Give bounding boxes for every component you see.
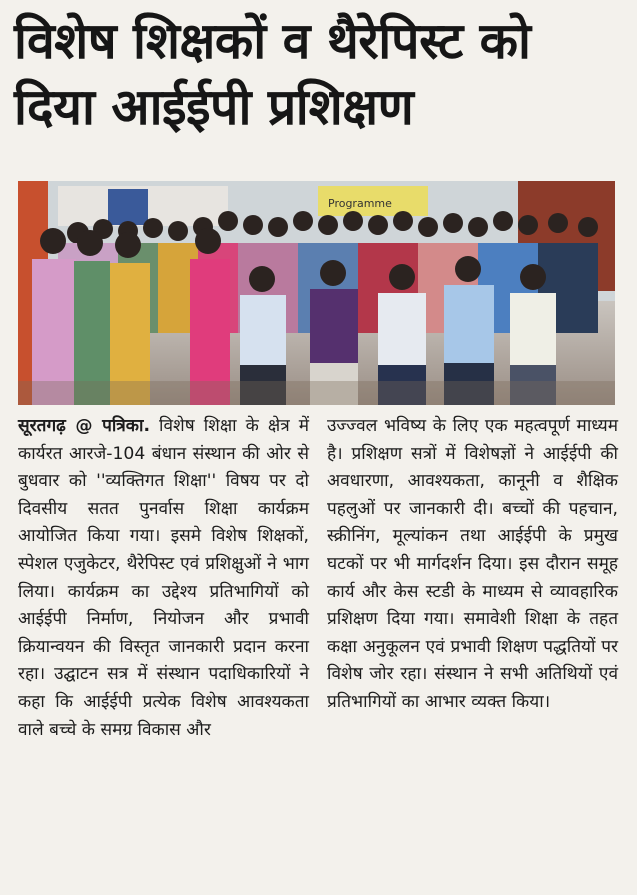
headline-line-2: दिया आईईपी प्रशिक्षण (14, 78, 414, 136)
article-column-2 (327, 413, 618, 888)
article-paragraph-2: उज्ज्वल भविष्य के लिए एक महत्वपूर्ण माध्यम है। प्रशिक्षण सत्रों में विशेषज्ञों ने आईईपी की अवधारणा, आवश्यकता, कानूनी व शैक्षिक पहलुओं पर जानकारी दी। बच्चों की पहचान, स्क्रीनिंग, मूल्यांकन तथा आईईपी के प्रमुख घटकों पर भी मार्गदर्शन दिया। इस दौरान समूह कार्य और केस स्टडी के माध्यम से व्यावहारिक प्रशिक्षण दिया गया। समावेशी शिक्षा के तहत कक्षा अनुकूलन एवं प्रभावी शिक्षण पद्धतियों पर विशेष जोर रहा। संस्थान ने सभी अतिथियों एवं प्रतिभागियों का आभार व्यक्त किया। (327, 416, 618, 712)
article-column-1 (18, 413, 309, 888)
article-paragraph-1 (18, 413, 309, 744)
article-body (18, 413, 618, 888)
group-photo-illustration (18, 181, 615, 405)
group-photo (18, 181, 615, 405)
headline (14, 8, 624, 140)
banner-text: Programme (328, 197, 392, 210)
article-text-col1: विशेष शिक्षा के क्षेत्र में कार्यरत आरजे-104 बंधान संस्थान की ओर से बुधवार को ''व्यक्तिगत शिक्षा'' विषय पर दो दिवसीय सतत पुनर्वास शिक्षा कार्यक्रम आयोजित किया गया। इसमे विशेष शिक्षकों, स्पेशल एजुकेटर, थैरेपिस्ट एवं प्रशिक्षुओं ने भाग लिया। कार्यक्रम का उद्देश्य प्रतिभागियों को आईईपी निर्माण, नियोजन और प्रभावी क्रियान्वयन की विस्तृत जानकारी प्रदान करना रहा। उद्घाटन सत्र में संस्थान पदाधिकारियों ने कहा कि आईईपी प्रत्येक विशेष आवश्यकता वाले बच्चे के समग्र विकास और (18, 416, 310, 740)
headline-line-1: विशेष शिक्षकों व थैरेपिस्ट को (14, 12, 531, 70)
dateline: सूरतगढ़ @ पत्रिका. (18, 416, 150, 436)
